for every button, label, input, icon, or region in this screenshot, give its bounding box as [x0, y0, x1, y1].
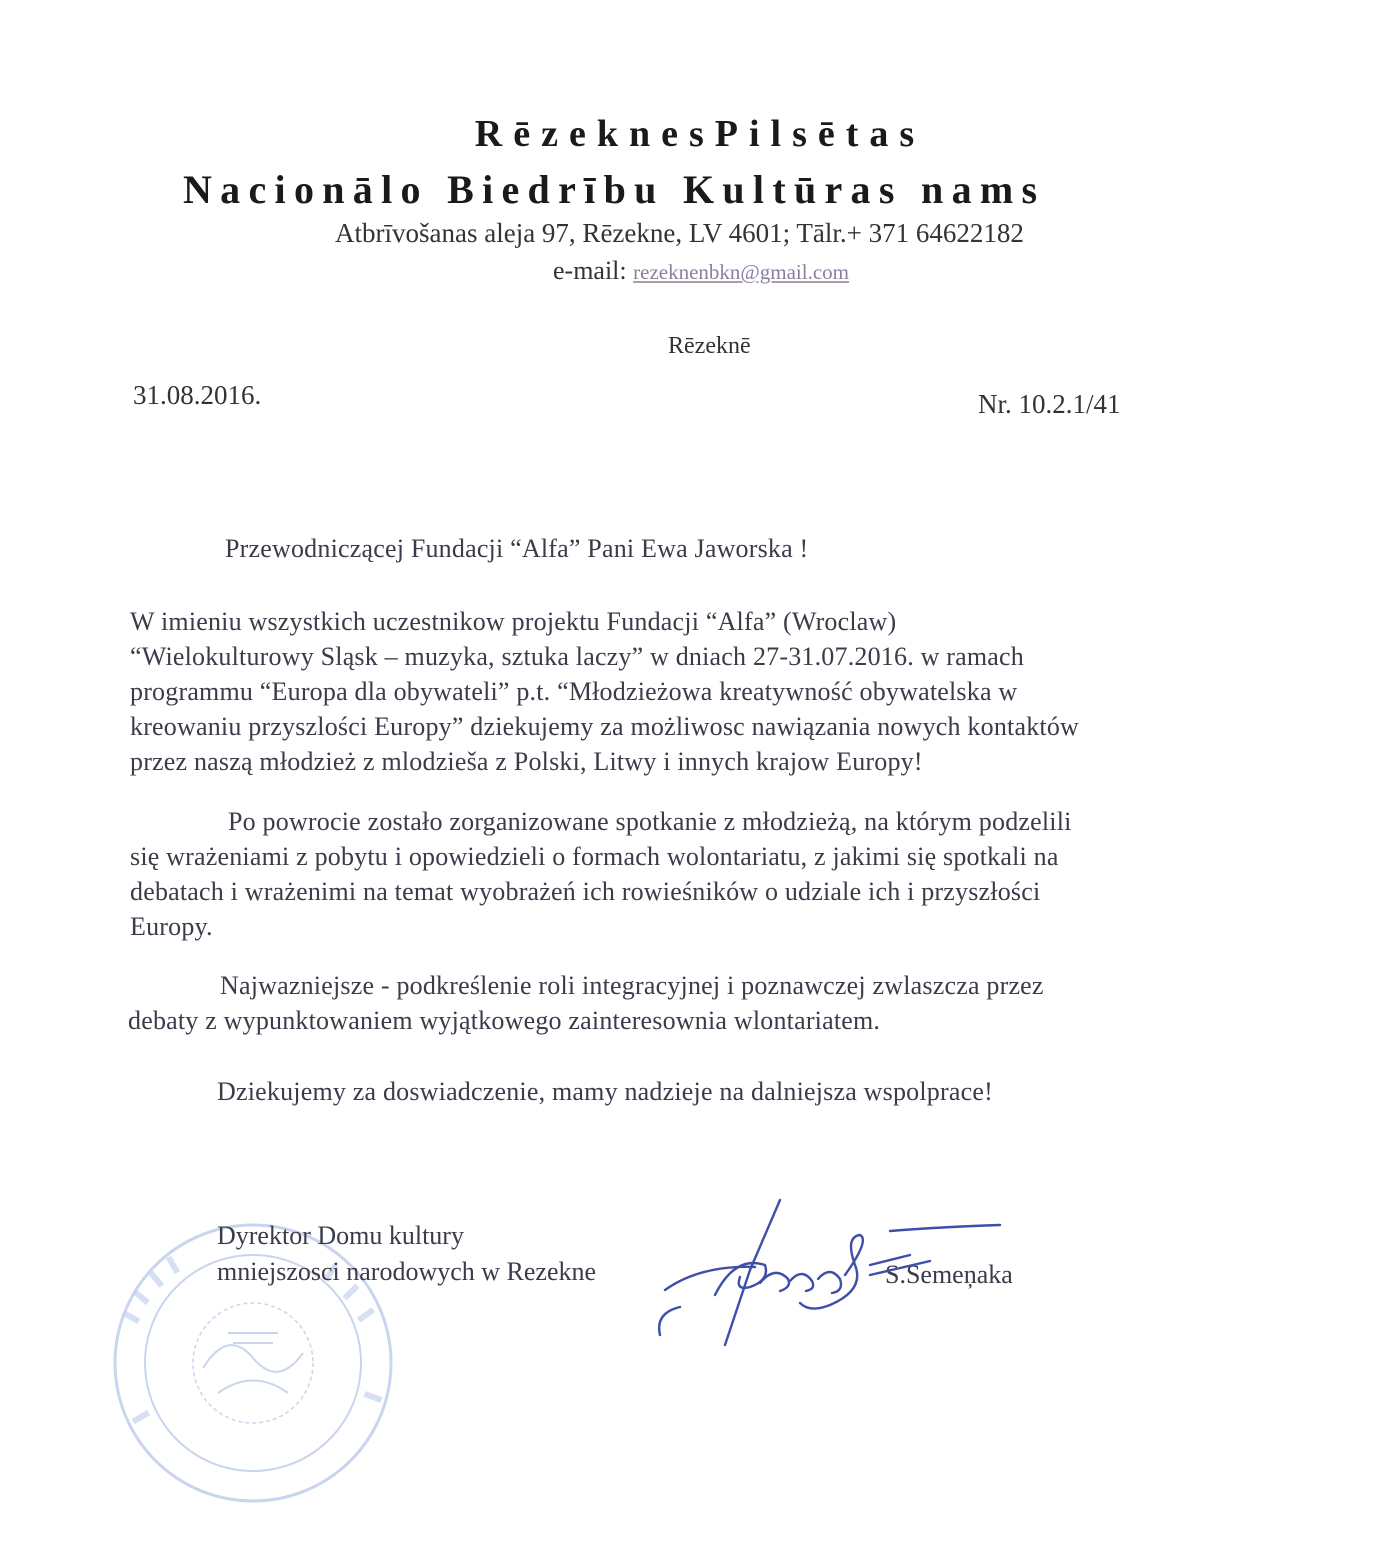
paragraph-line: się wrażeniami z pobytu i opowiedzieli o formach wolontariatu, z jakimi się spotkali na: [130, 842, 1059, 871]
letter-paragraph-2: [130, 804, 1072, 944]
paragraph-line: W imieniu wszystkich uczestnikow projektu Fundacji “Alfa” (Wroclaw): [130, 607, 897, 636]
email-line: [553, 256, 849, 286]
signatory-name: S.Semeņaka: [885, 1260, 1013, 1289]
letter-reference-number: Nr. 10.2.1/41: [978, 389, 1121, 419]
signatory-title: [217, 1218, 596, 1290]
signatory-title-line: mniejszosci narodowych w Rezekne: [217, 1257, 597, 1286]
letter-city: Rēzeknē: [668, 333, 751, 359]
organization-address: Atbrīvošanas aleja 97, Rēzekne, LV 4601; Tālr.+ 371 64622182: [335, 218, 1024, 248]
paragraph-line: debatach i wrażenimi na temat wyobrażeń ich rowieśników o udziale ich i przyszłości: [130, 877, 1041, 906]
email-label: e-mail:: [553, 256, 627, 285]
paragraph-line: “Wielokulturowy Sląsk – muzyka, sztuka laczy” w dniach 27-31.07.2016. w ramach: [130, 642, 1024, 671]
paragraph-line: Po powrocie zostało zorganizowane spotkanie z młodzieżą, na którym podzelili: [228, 807, 1072, 836]
paragraph-line: debaty z wypunktowaniem wyjątkowego zainteresownia wlontariatem.: [128, 1006, 881, 1035]
letter-date: 31.08.2016.: [133, 380, 262, 410]
paragraph-line: kreowaniu przyszlości Europy” dziekujemy za możliwosc nawiązania nowych kontaktów: [130, 712, 1080, 741]
email-link[interactable]: rezeknenbkn@gmail.com: [633, 260, 849, 284]
letter-salutation: Przewodniczącej Fundacji “Alfa” Pani Ewa Jaworska !: [225, 534, 809, 563]
paragraph-line: przez naszą młodzież z mlodzieša z Polski, Litwy i innych krajow Europy!: [130, 747, 923, 776]
letter-paragraph-1: [130, 604, 1079, 779]
signatory-title-line: Dyrektor Domu kultury: [217, 1221, 464, 1250]
organization-name-line2: Nacionālo Biedrību Kultūras nams: [183, 167, 1046, 212]
letter-closing: Dziekujemy za doswiadczenie, mamy nadzieje na dalniejsza wspolprace!: [217, 1077, 993, 1106]
paragraph-line: Najwazniejsze - podkreślenie roli integracyjnej i poznawczej zwlaszcza przez: [220, 971, 1044, 1000]
paragraph-line: Europy.: [130, 912, 213, 941]
letter-paragraph-3: [128, 968, 1044, 1038]
organization-name-line1: RēzeknesPilsētas: [474, 113, 926, 155]
handwritten-signature: [640, 1195, 1010, 1365]
paragraph-line: programmu “Europa dla obywateli” p.t. “Młodzieżowa kreatywność obywatelska w: [130, 677, 1018, 706]
